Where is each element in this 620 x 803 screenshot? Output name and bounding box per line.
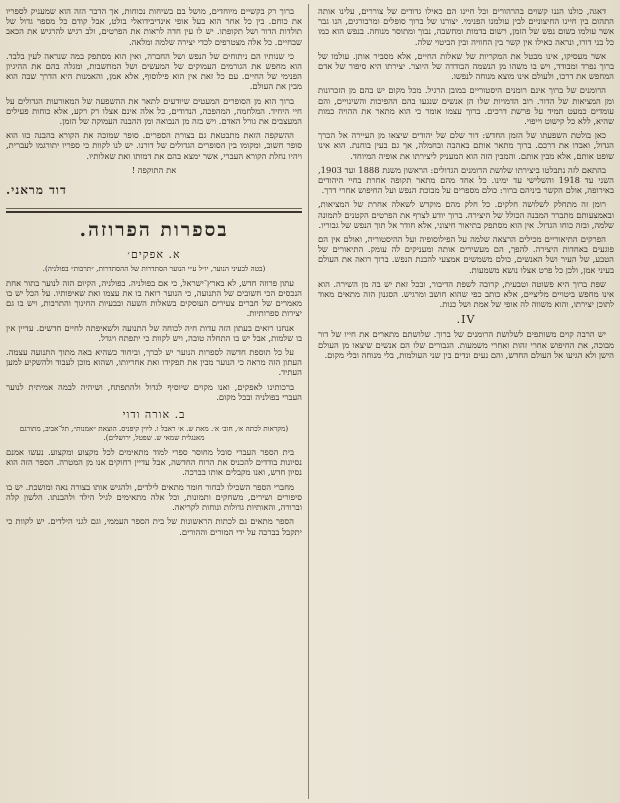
paragraph: הספר מתאים גם לכתות הראשונות של בית הספר העממי, וגם לגני הילדים. יש לקוות כי יתקבל בברכה על ידי המורים וההורים. — [6, 516, 302, 537]
paragraph: יש הרבה קוים משותפים לשלושת הרומנים של ברוך. שלושתם מתארים את חייו של דור מבוכה, את החיפוש אחרי זהות ואחרי משמעות. הגבורים שלו הם אנשים שיצאו מן העולם הישן ולא הגיעו אל העולם החדש, והם נעים ונדים בין שני העולמות, בלי מנוחה ובלי מקום. — [318, 329, 614, 360]
paragraph: דאגה, כולנו הננו קשוים בהרהורים וכל חיינו הם כאילו גדודים של צוררים, עלינו אותה התהום בין חיינו החיצוניים לבין עולמנו הפנימי. יצורנו של ברוך סופלים ומרבורגים, הנו גבר אשר עולמו בשום נפש של הזמן, רשום בדמות ומחשבה, נבוך ומתוסר מנוחה. בנפש הוא כמו כל בני דורו, ונראה כאילו אין קשר בין החוויה ובין הביטוי שלה. — [318, 6, 614, 47]
paragraph: ברוך הוא מן הסופרים המעטים שיודעים לתאר את ההשפעה של המאורעות הגדולים על חיי היחיד. המלחמה, המהפכה, הנדודים, כל אלה אינם אצלו רק רקע, אלא כוחות פעילים המעצבים את גורל האדם. ויש בזה מן הנבואה ומן ההבנה העמוקה של הזמן. — [6, 95, 302, 127]
article-title: א. אפקים׳ — [127, 247, 181, 261]
paragraph: בית הספר העברי סובל מחוסר ספרי למוד מתאימים לכל מקצוע ומקצוע. נעשו אמנם נסיונות בודדים להכניס את הרוח החדשה, אבל עדיין רחוקים אנו מן המטרה. הספר הזה הוא נסיון חדש, ואנו מקבלים אותו בברכה. — [6, 447, 302, 478]
article-title: ב. אורה ודוי — [122, 408, 186, 422]
section-title: בספרות הפרוזה. — [79, 218, 229, 241]
paragraph: אשר מעסיקו, אינו מבטל את המקריות של שאלות החיים, אלא מסביר אותן. עולמו של ברוך נפרד ומבודד, ויש בו משהו מן הנשמה הבודדה של היוצר. יצירתו היא סיפור של אדם המחפש את דרכו, ולעולם אינו מוצא מנוחה לנפשו. — [318, 50, 614, 82]
right-column — [318, 6, 614, 798]
paragraph: ברכותינו לאפקים, ואנו מקוים שיוסיף לגדול ולהתפתח, ושיהיה לבמה אמיתית לנוער העברי בפולניה ובכל מקום. — [6, 381, 302, 402]
paragraph: על כל תוספת חדשה לספרות הנוער יש לברך, וביחוד כשהיא באה מתוך התנועה עצמה. העתון הזה מראה כי הנוער מבין את תפקידו ואת אחריותו, ושהוא מוכן לעבוד ולהשקיע למען העתיד. — [6, 347, 302, 378]
bibliographic-note: (מקראות לכתה א׳, חוב׳ א׳. מאת ש. א׳ ראבל ו. ליוין קיפניס. הוצאת ״אמנות״, תל־אביב, מתורגם מאנגלית שמאי ש. שפטל, ירושלים). — [19, 424, 289, 443]
divider — [6, 211, 302, 213]
paragraph: ברוך רק בקשיים מיוחדים, מושל בם בשיחות נכוחות, אך הדבר הזה הוא שמעניק לספריו את כוחם. בין כל אחר הוא בעל אופי אינדיבידואלי בולט, אבל קודם כל מספר גדול של תולדות הדור ושל תקופתו. יש לו עין חדה לראות את הפרטים, ולב רגיש להרגיש את הכאב שבחיים. כל אלה מצטרפים לכדי יצירה שלמה ומלאה. — [6, 6, 302, 47]
paragraph: עתון פרוזה חדש, לא בארץ־ישראל, כי אם בפולניה. בפולניה, הקיום הזה לנוער בתור אחת הנכסים הכי חשובים של התנועה, כי הנוער רואה בו את עצמו ואת שאיפותיו. על הכל יש בו מאמרים של חברים צעירים העוסקים בשאלות השעה ובבעיות החינוך והתרבות, ויש בו גם יצירות ספרותיות. — [6, 277, 302, 319]
section-marker: IV. — [456, 313, 476, 327]
paragraph: רומן זה מתחלק לשלושה חלקים. כל חלק מהם מוקדש לשאלה אחרת של המציאות, ובאמצעותם מתברר המבנה הכולל של היצירה. ברוך יודע לצרף את הפרטים הקטנים לתמונה שלמה, ובזה כוחו הגדול. אין הוא מסתפק בתיאור חיצוני, אלא חודר אל תוך הנפש של גבוריו. — [318, 199, 614, 230]
left-column — [6, 6, 302, 798]
paragraph: כי שנותיו הם ניתוחים של הנפש ושל החברה, ואין הוא מסתפק במה שנראה לעין בלבד. הוא מחפש את הגורמים העמוקים של המעשים ושל המחשבות, ומגלה בהם את ההיגיון הפנימי של החיים. עם כל זאת אין הוא פילוסוף, אלא אמן, והאמנות היא הדרך שבה הוא מבין את העולם. — [6, 50, 302, 92]
column-divider — [308, 4, 309, 799]
article-subtitle: (בטה לבעיני הנוער, יו״ל ע״י הנוער הסתדרות של ההסתדרות, ״תרבות״ בפולניה). — [42, 263, 266, 273]
paragraph: הפרקים התיאוריים מכילים הרצאה שלמה על הפילוסופיה ועל ההיסטוריה, ואולם אין הם פוגעים באחדות היצירה. להפך, הם מעשירים אותה ומעניקים לה עומק. התיאורים של הטבע, של העיר ושל האנשים, כולם משמשים אמצעי להבנת הנפש. ברוך רואה את העולם בעיני אמן, ולכן כל פרט אצלו נושא משמעות. — [318, 234, 614, 275]
paragraph: מחברי הספר השכילו לבחור חומר מתאים לילדים, ולהגיש אותו בצורה נאה ומושכת. יש בו סיפורים ושירים, משחקים ותמונות, וכל אלה מתאימים לגיל הילד ולהבנתו. הלשון קלה וברורה, והאותיות גדולות ונוחות לקריאה. — [6, 481, 302, 513]
paragraph: כאן בולטת השפעתו של הזמן החדש: דור שלם של יהודים שיצאו מן העיירה אל הכרך הגדול, ואבדו את דרכם. ברוך מתאר אותם באהבה ובחמלה, אך גם בעין בוחנת. הוא אינו שופט אותם, אלא מבין אותם. והמבין הזה הוא המעניק ליצירתו את אופיה המיוחד. — [318, 130, 614, 161]
author-signature: דוד מראני. — [6, 182, 67, 197]
end-note: את התוקפה ! — [131, 164, 177, 175]
paragraph: הרומנים של ברוך אינם רומנים היסטוריים במובן הרגיל. מכל מקום יש בהם מן הזכרונות ומן המציאות של הדור. רוב הדמויות שלו הן אנשים שנגעו בהם ההפיכות והשינויים, והם עומדים כמעט תמיד על פרשת דרכים. ברוך עצמו אומר כי הוא מתאר את ההויה כמות שהיא, ללא כל קישוט וייפוי. — [318, 85, 614, 127]
paragraph: שפת ברוך היא פשוטה וטבעית, קרובה לשפת הדיבור, ובכל זאת יש בה מן השירה. הוא אינו מחפש ביטויים מליציים, אלא כותב כפי שהוא חושב ומרגיש. הסגנון הזה מתאים מאוד לתוכן יצירתו, והוא משווה לה אופי של אמת ושל כנות. — [318, 278, 614, 310]
divider — [6, 208, 302, 209]
paragraph: אנחנו רואים בעתון הזה עדות חיה לכוחה של התנועה ולשאיפתה לחיים חדשים. עדיין אין בו שלמות, אבל יש בו התחלה טובה, ויש לקוות כי יתפתח ויגדל. — [6, 322, 302, 343]
paragraph: בהתאם לזה נתבלטו ביצירתו שלושת הרומנים הגדולים: הראשון משנת 1888 ועד 1903, השני עד 1918 והשלישי עד ימינו. כל אחד מהם מתאר תקופה אחרת בחיי היהודים באירופה, אולם הקשר ביניהם ברור: כולם מספרים על מבוכת הנפש ועל החיפוש אחרי דרך. — [318, 164, 614, 196]
paragraph: ההשקפה הזאת מתבטאת גם בצורת הספרים. סופר שמזכה את הקורא בהבנה כזו הוא סופר חשוב, ומקומו בין הסופרים הגדולים של דורנו. יש לנו לקוות כי ספריו יתורגמו לעברית, ויהיו נחלת הקורא העברי, אשר ימצא בהם את דמותו ואת שאלותיו. — [6, 130, 302, 161]
